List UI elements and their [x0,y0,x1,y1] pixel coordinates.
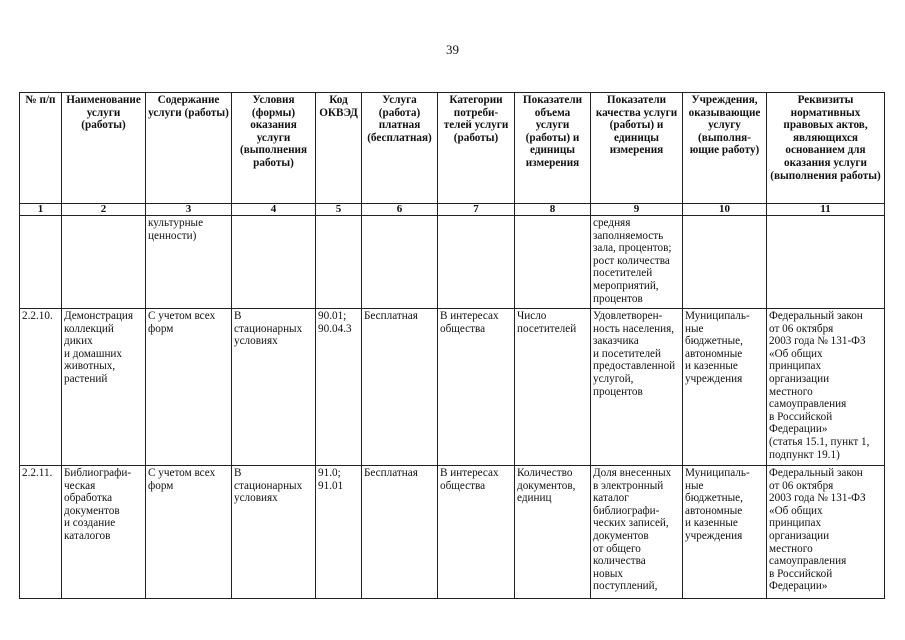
column-number: 3 [146,204,232,216]
volume-indicator-cell: Количество документов, единиц [515,466,591,599]
legal-acts-cell: Федеральный закон от 06 октября 2003 года № 131-ФЗ «Об общих принципах организации местного самоуправления в Российской Федерации» [767,466,885,599]
header-row [20,93,885,204]
row-number-cell: 2.2.11. [20,466,62,599]
okved-cell: 90.01; 90.04.3 [316,309,362,466]
column-number: 4 [232,204,316,216]
quality-indicator-cell: Доля внесенных в электронный каталог библиографи- ческих записей, документов от общего количества новых поступлений, [591,466,683,599]
quality-indicator-cell: Удовлетворен- ность населения, заказчика и посетителей предоставленной услугой, процентов [591,309,683,466]
column-number-row [20,204,885,216]
service-name-cell [62,216,146,309]
column-number: 8 [515,204,591,216]
header-cell: Показатели объема услуги (работы) и единицы измерения [515,93,591,204]
services-table [19,92,885,599]
header-cell: Учреждения, оказывающие услугу (выполня-ющие работу) [683,93,767,204]
row-number-cell: 2.2.10. [20,309,62,466]
volume-indicator-cell [515,216,591,309]
column-number: 2 [62,204,146,216]
conditions-cell: В стационарных условиях [232,309,316,466]
table-row [20,309,885,466]
column-number: 6 [362,204,438,216]
paid-free-cell [362,216,438,309]
column-number: 1 [20,204,62,216]
column-number: 7 [438,204,515,216]
service-name-cell: Библиографи- ческая обработка документов и создание каталогов [62,466,146,599]
header-cell: Наименование услуги (работы) [62,93,146,204]
consumer-category-cell: В интересах общества [438,466,515,599]
column-number: 5 [316,204,362,216]
consumer-category-cell [438,216,515,309]
header-cell: Условия (формы) оказания услуги (выполнения работы) [232,93,316,204]
header-cell: Реквизиты нормативных правовых актов, являющихся основанием для оказания услуги (выполнения работы) [767,93,885,204]
column-number: 9 [591,204,683,216]
column-number: 10 [683,204,767,216]
okved-cell: 91.0; 91.01 [316,466,362,599]
institutions-cell: Муниципаль- ные бюджетные, автономные и казенные учреждения [683,309,767,466]
service-name-cell: Демонстрация коллекций диких и домашних животных, растений [62,309,146,466]
header-cell: Код ОКВЭД [316,93,362,204]
content-cell: С учетом всех форм [146,466,232,599]
column-number: 11 [767,204,885,216]
institutions-cell: Муниципаль- ные бюджетные, автономные и казенные учреждения [683,466,767,599]
conditions-cell [232,216,316,309]
header-cell: Показатели качества услуги (работы) и единицы измерения [591,93,683,204]
header-cell: № п/п [20,93,62,204]
paid-free-cell: Бесплатная [362,309,438,466]
page-number: 39 [446,42,459,57]
table-row [20,216,885,309]
legal-acts-cell [767,216,885,309]
header-cell: Категории потреби-телей услуги (работы) [438,93,515,204]
conditions-cell: В стационарных условиях [232,466,316,599]
legal-acts-cell: Федеральный закон от 06 октября 2003 года № 131-ФЗ «Об общих принципах организации местного самоуправления в Российской Федерации» (статья 15.1, пункт 1, подпункт 19.1) [767,309,885,466]
row-number-cell [20,216,62,309]
quality-indicator-cell: средняя заполняемость зала, процентов; рост количества посетителей мероприятий, процентов [591,216,683,309]
paid-free-cell: Бесплатная [362,466,438,599]
header-cell: Содержание услуги (работы) [146,93,232,204]
okved-cell [316,216,362,309]
consumer-category-cell: В интересах общества [438,309,515,466]
content-cell: С учетом всех форм [146,309,232,466]
content-cell: культурные ценности) [146,216,232,309]
volume-indicator-cell: Число посетителей [515,309,591,466]
institutions-cell [683,216,767,309]
table-row [20,466,885,599]
header-cell: Услуга (работа) платная (бесплатная) [362,93,438,204]
